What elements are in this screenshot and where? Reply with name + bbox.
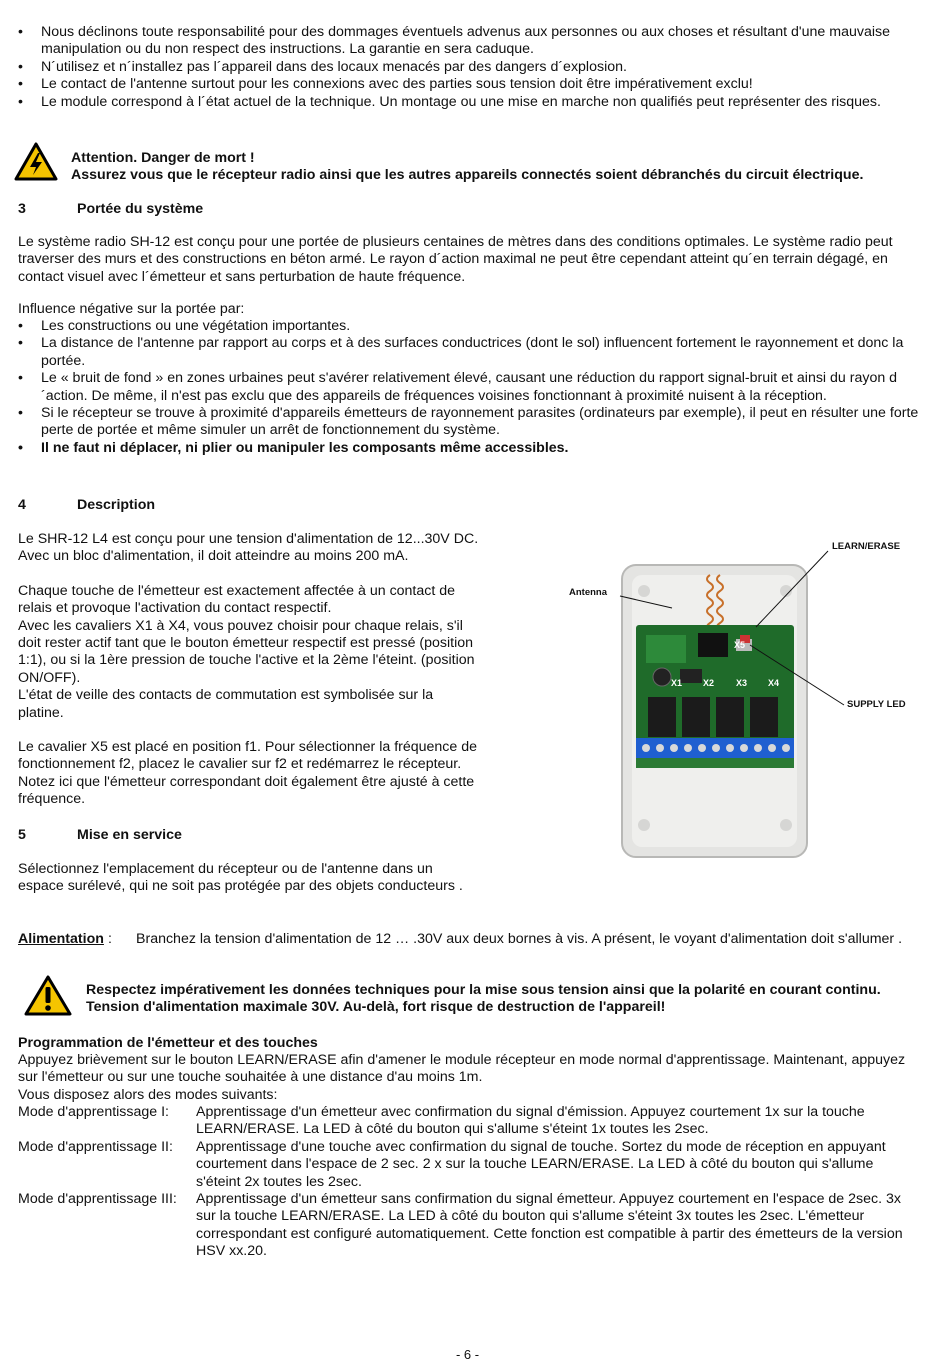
mode-label: Mode d'apprentissage I: bbox=[18, 1104, 169, 1120]
list-item: • Nous déclinons toute responsabilité pour des dommages éventuels advenus aux personnes ou aux choses et résultant d'une mauvaise manipulation ou du non respect des instructions. La garantie en sera caduque. bbox=[18, 24, 923, 59]
section-4-heading bbox=[18, 497, 155, 514]
list-item: • Si le récepteur se trouve à proximité d'appareils émetteurs de rayonnement parasites (ordinateurs par exemple), il peut en résulter une forte perte de portée et même simuler un arrêt de fonctionnement du système. bbox=[18, 405, 923, 440]
antenna-label: Antenna bbox=[569, 587, 607, 598]
description-paragraph: Le cavalier X5 est placé en position f1. Pour sélectionner la fréquence de fonctionnement f2, placez le cavalier sur f2 et redémarrez le récepteur. Notez ici que l'émetteur correspondant doit également être ajusté à cette fréquence. bbox=[18, 739, 478, 808]
influence-list bbox=[18, 318, 923, 457]
mode-text: Apprentissage d'une touche avec confirmation du signal de touche. Sortez du mode de réception en appuyant courtement dans l'espace de 2 sec. 2 x sur la touche LEARN/ERASE. La LED à côté du bouton qui s'allume s'éteint 2x toutes les 2sec. bbox=[196, 1138, 886, 1190]
description-paragraph: Le SHR-12 L4 est conçu pour une tension d'alimentation de 12...30V DC. Avec un bloc d'alimentation, il doit atteindre au moins 200 mA. bbox=[18, 531, 479, 565]
list-item: • Le contact de l'antenne surtout pour les connexions avec des parties sous tension doit être impérativement exclu! bbox=[18, 76, 923, 93]
section-number: 3 bbox=[18, 201, 26, 217]
supply-led-label: SUPPLY LED bbox=[847, 699, 906, 710]
description-paragraph: L'état de veille des contacts de commutation est symbolisée sur la platine. bbox=[18, 687, 434, 721]
alimentation-colon: : bbox=[108, 931, 112, 947]
section-5-paragraph: Sélectionnez l'emplacement du récepteur ou de l'antenne dans un espace surélevé, qui ne soit pas protégée par des objets conducteurs . bbox=[18, 861, 463, 895]
alimentation-label: Alimentation bbox=[18, 931, 104, 947]
section-title: Portée du système bbox=[77, 201, 204, 217]
mode-text: Apprentissage d'un émetteur avec confirmation du signal d'émission. Appuyez courtement 1x sur la touche LEARN/ERASE. La LED à côté du bouton qui s'allume s'éteint 1x toutes les 2sec. bbox=[196, 1104, 865, 1138]
section-title: Mise en service bbox=[77, 827, 182, 843]
programming-title: Programmation de l'émetteur et des touches bbox=[18, 1035, 318, 1051]
list-item: • Les constructions ou une végétation importantes. bbox=[18, 318, 923, 335]
section-4-body bbox=[18, 531, 480, 809]
mode-row bbox=[18, 1139, 913, 1191]
description-paragraph: Chaque touche de l'émetteur est exactement affectée à un contact de relais et provoque l'activation du contact respectif. bbox=[18, 582, 456, 617]
section-number: 4 bbox=[18, 497, 26, 513]
modes-list bbox=[18, 1104, 913, 1261]
jumper-x2-label: X2 bbox=[703, 678, 715, 688]
learn-erase-label: LEARN/ERASE bbox=[832, 541, 901, 552]
warning-icon bbox=[24, 975, 72, 1022]
list-item: • Le « bruit de fond » en zones urbaines peut s'avérer relativement élevé, causant une réduction du rapport signal-bruit et ainsi du rayon d´action. De même, il n'est pas exclu que des appareils de fréquences voisines fonctionnant à proximité nuisent à la réception. bbox=[18, 370, 923, 405]
jumper-x5-label: X5 bbox=[734, 640, 746, 650]
page-number: - 6 - bbox=[455, 1347, 480, 1362]
section-3-paragraph: Le système radio SH-12 est conçu pour une portée de plusieurs centaines de mètres dans des conditions optimales. Le système radio peut traverser des murs et des constructions en béton armé. Le rayon d´action maximal ne peut être cependant atteint qu´en terrain dégagé, en contact visuel avec l´émetteur et sans perturbation de haute fréquence. bbox=[18, 234, 893, 285]
section-3-heading bbox=[18, 201, 203, 218]
high-voltage-warning-icon bbox=[14, 142, 58, 187]
jumper-x1-label: X1 bbox=[671, 678, 683, 688]
list-item: • N´utilisez et n´installez pas l´appareil dans des locaux menacés par des dangers d´explosion. bbox=[18, 59, 923, 76]
danger-notice bbox=[71, 150, 931, 185]
influence-intro: Influence négative sur la portée par: bbox=[18, 301, 245, 317]
jumper-x4-label: X4 bbox=[768, 678, 780, 688]
modes-intro: Vous disposez alors des modes suivants: bbox=[18, 1087, 278, 1103]
list-item: • La distance de l'antenne par rapport au corps et à des surfaces conductrices (dont le sol) influencent fortement le rayonnement et donc la portée. bbox=[18, 335, 923, 370]
mode-row bbox=[18, 1191, 913, 1261]
mode-label: Mode d'apprentissage II: bbox=[18, 1138, 173, 1155]
mode-text: Apprentissage d'un émetteur sans confirmation du signal émetteur. Appuyez courtement en l'espace de 2sec. 3x sur la touche LEARN/ERASE. La LED à côté du bouton qui s'allume s'éteint 3x toutes les 2sec. L'émetteur correspondant est configuré automatiquement. Cette fonction est compatible à partir des émetteurs de la version HSV xx.20. bbox=[196, 1191, 903, 1260]
voltage-warning: Respectez impérativement les données techniques pour la mise sous tension ainsi que la polarité en courant continu. Tension d'alimentation maximale 30V. Au-delà, fort risque de destruction de l'appareil! bbox=[86, 982, 881, 1016]
section-5-heading bbox=[18, 827, 182, 844]
list-item-bold: • Il ne faut ni déplacer, ni plier ou manipuler les composants même accessibles. bbox=[18, 440, 923, 457]
mode-label: Mode d'apprentissage III: bbox=[18, 1191, 177, 1208]
alimentation-text: Branchez la tension d'alimentation de 12 … .30V aux deux bornes à vis. A présent, le voyant d'alimentation doit s'allumer . bbox=[136, 931, 903, 947]
section-title: Description bbox=[77, 497, 156, 513]
jumper-x3-label: X3 bbox=[736, 678, 748, 688]
danger-line-2: Assurez vous que le récepteur radio ainsi que les autres appareils connectés soient débranchés du circuit électrique. bbox=[71, 167, 864, 184]
description-paragraph: Avec les cavaliers X1 à X4, vous pouvez choisir pour chaque relais, s'il doit rester actif tant que le bouton émetteur respectif est pressé (position 1:1), ou si la 1ère pression de touche l'active et la 2ème l'éteint. (position ON/OFF). bbox=[18, 617, 475, 686]
receiver-figure bbox=[560, 535, 920, 865]
mode-row bbox=[18, 1104, 913, 1139]
section-number: 5 bbox=[18, 827, 26, 843]
danger-line-1: Attention. Danger de mort ! bbox=[71, 150, 255, 166]
safety-list bbox=[18, 24, 923, 111]
list-item: • Le module correspond à l´état actuel de la technique. Un montage ou une mise en marche non qualifiés peut représenter des risques. bbox=[18, 94, 923, 111]
programming-intro: Appuyez brièvement sur le bouton LEARN/ERASE afin d'amener le module récepteur en mode normal d'apprentissage. Maintenant, appuyez sur l'émetteur ou sur une touche souhaitée à une distance d'au moins 1m. bbox=[18, 1052, 906, 1086]
